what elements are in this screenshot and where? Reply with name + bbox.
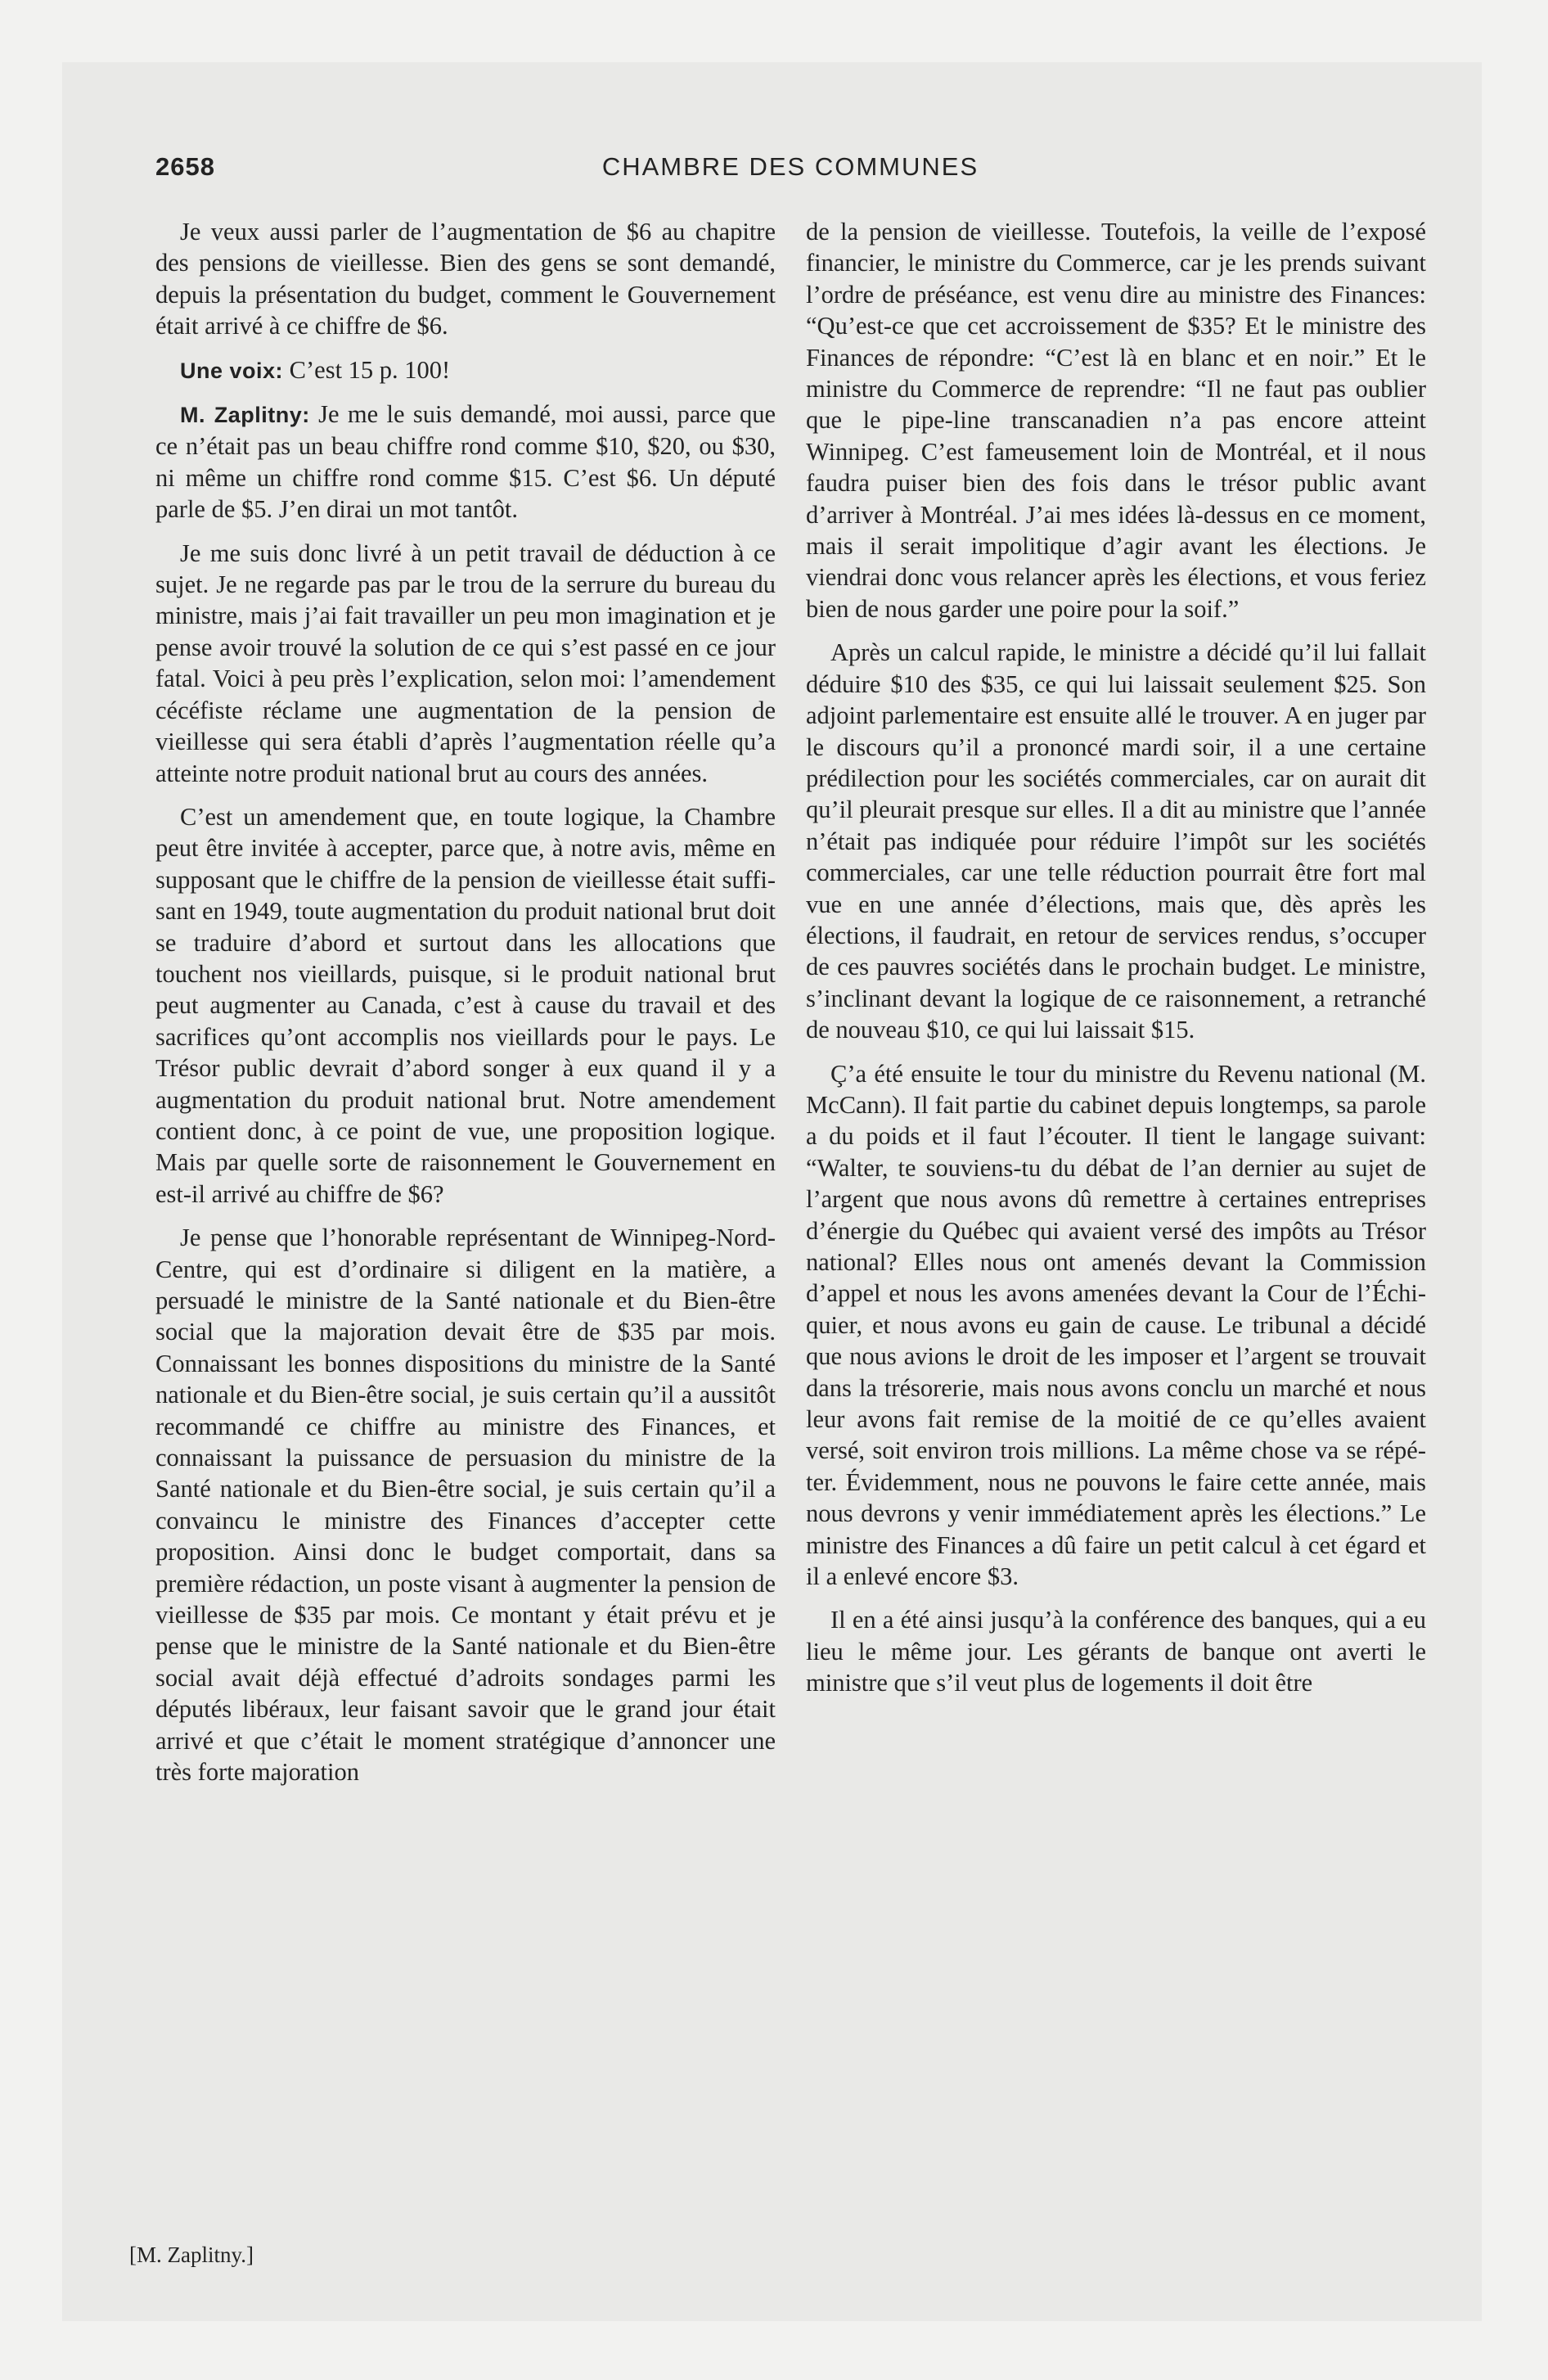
paragraph-continued: de la pension de vieillesse. Toutefois, la veille de l’exposé financier, le ministre du Commerce, car je les prends suivant l’ordre de préséance, est venu dire au ministre des Finances: “Qu’est-ce que cet accroissement de $35? Et le ministre des Finances de répondre: “C’est là en blanc et en noir.” Et le ministre du Commerce de reprendre: “Il ne faut pas oublier que le pipe-line transcanadien n’a pas encore atteint Winnipeg. C’est fameusement loin de Montréal, et il nous faudra puiser bien des fois dans le trésor public avant d’arriver à Montréal. J’ai mes idées là-dessus en ce moment, mais il serait impolitique d’agir avant les élections. Je viendrai donc vous relancer après les élections, et vous feriez bien de nous garder une poire pour la soif.” [806, 218, 1426, 623]
page-header [155, 152, 1425, 188]
speech-text: C’est 15 p. 100! [289, 355, 451, 384]
paragraph: Il en a été ainsi jusqu’à la conférence des banques, qui a eu lieu le même jour. Les gérants de banque ont averti le ministre que s’il veut plus de logements il doit être [806, 1606, 1426, 1697]
paragraph: Je me suis donc livré à un petit travail de déduction à ce sujet. Je ne regarde pas par le trou de la serrure du bureau du ministre, mais j’ai fait travailler un peu mon imagination et je pense avoir trouvé la solution de ce qui s’est passé en ce jour fatal. Voici à peu près l’explication, selon moi: l’amendement cécéfiste réclame une augmentation de la pension de vieillesse qui sera établi d’après l’augmentation réelle qu’a atteinte notre produit national brut au cours des années. [155, 539, 776, 787]
paragraph: Après un calcul rapide, le ministre a décidé qu’il lui fallait déduire $10 des $35, ce qui lui laissait seulement $25. Son adjoint parlementaire est ensuite allé le trouver. A en juger par le discours qu’il a prononcé mardi soir, il a une certaine prédilection pour les sociétés commerciales, car on aurait dit qu’il pleurait presque sur elles. Il a dit au ministre que l’année n’était pas indiquée pour réduire l’impôt sur les sociétés commerciales, car une telle réduction pourrait être fort mal vue en une année d’élections, mais que, dès après les élections, il faudrait, en retour de services rendus, s’occuper de ces pauvres sociétés dans le prochain budget. Le ministre, s’inclinant devant la logique de ce raisonnement, a retranché de nouveau $10, ce qui lui laissait $15. [806, 638, 1426, 1044]
right-column [806, 216, 1426, 1711]
left-column [155, 216, 776, 1801]
speaker-name: M. Zaplitny: [180, 403, 310, 428]
paragraph: Ç’a été ensuite le tour du ministre du Revenu national (M. McCann). Il fait partie du cabinet depuis longtemps, sa parole a du poids et il faut l’écouter. Il tient le langage suivant: “Walter, te souviens-tu du débat de l’an dernier au sujet de l’argent que nous avons dû remettre à certaines entreprises d’énergie du Québec qui avaient versé des impôts au Trésor national? Elles nous ont amenés devant la Commission d’appel et nous les avons amenées devant la Cour de l’Échiquier, et nous avons eu gain de cause. Le tribunal a décidé que nous avions le droit de les imposer et l’argent se trouvait dans la trésorerie, mais nous avons conclu un marché et nous leur avons fait remise de la moitié de ce qu’elles avaient versé, soit environ trois millions. La même chose va se répéter. Évidemment, nous ne pouvons le faire cette année, mais nous devrons y venir immédiatement après les élections.” Le ministre des Finances a dû faire un petit calcul à cet égard et il a enlevé encore $3. [806, 1059, 1426, 1591]
speech-paragraph [155, 399, 776, 525]
paragraph: Je veux aussi parler de l’augmentation de $6 au chapitre des pensions de vieillesse. Bien des gens se sont demandé, depuis la présentation du budget, comment le Gouvernement était arrivé à ce chiffre de $6. [155, 218, 776, 340]
footer-speaker-note: [M. Zaplitny.] [129, 2243, 254, 2267]
running-title: CHAMBRE DES COMMUNES [601, 152, 979, 181]
page-number: 2658 [155, 152, 215, 181]
speaker-name: Une voix: [180, 358, 284, 383]
interjection-paragraph [155, 354, 776, 386]
paragraph: Je pense que l’honorable représentant de Winnipeg-Nord-Centre, qui est d’ordinaire si diligent en la matière, a persuadé le ministre de la Santé nationale et du Bien-être social que la majoration devait être de $35 par mois. Connaissant les bonnes dispositions du ministre de la Santé nationale et du Bien-être social, je suis certain qu’il a aussitôt recommandé ce chiffre au ministre des Finances, et connaissant la puissance de persuasion du ministre de la Santé nationale et du Bien-être social, je suis certain qu’il a convaincu le ministre des Finances d’accepter cette proposition. Ainsi donc le budget comportait, dans sa première rédaction, un poste visant à augmenter la pension de vieillesse de $35 par mois. Ce montant y était prévu et je pense que le ministre de la Santé nationale et du Bien-être social avait déjà effectué d’adroits sondages parmi les députés libéraux, leur faisant savoir que le grand jour était arrivé et que c’était le moment stratégique d’annoncer une très forte majoration [155, 1224, 776, 1787]
speech-text: Je me le suis demandé, moi aussi, parce que ce n’était pas un beau chiffre rond comme $10, $20, ou $30, ni même un chiffre rond comme $15. C’est $6. Un député parle de $5. J’en dirai un mot tantôt. [155, 400, 776, 524]
paragraph: C’est un amendement que, en toute logique, la Chambre peut être invitée à accepter, parce que, à notre avis, même en supposant que le chiffre de la pension de vieillesse était suffisant en 1949, toute augmentation du produit national brut doit se traduire d’abord et surtout dans les allocations que touchent nos vieillards, puisque, si le produit national brut peut augmenter au Canada, c’est à cause du travail et des sacrifices qu’ont accomplis nos vieillards pour le pays. Le Trésor public devrait d’abord songer à eux quand il y a augmentation du produit national brut. Notre amendement contient donc, à ce point de vue, une proposition logique. Mais par quelle sorte de raisonnement le Gouvernement en est-il arrivé au chiffre de $6? [155, 802, 776, 1208]
